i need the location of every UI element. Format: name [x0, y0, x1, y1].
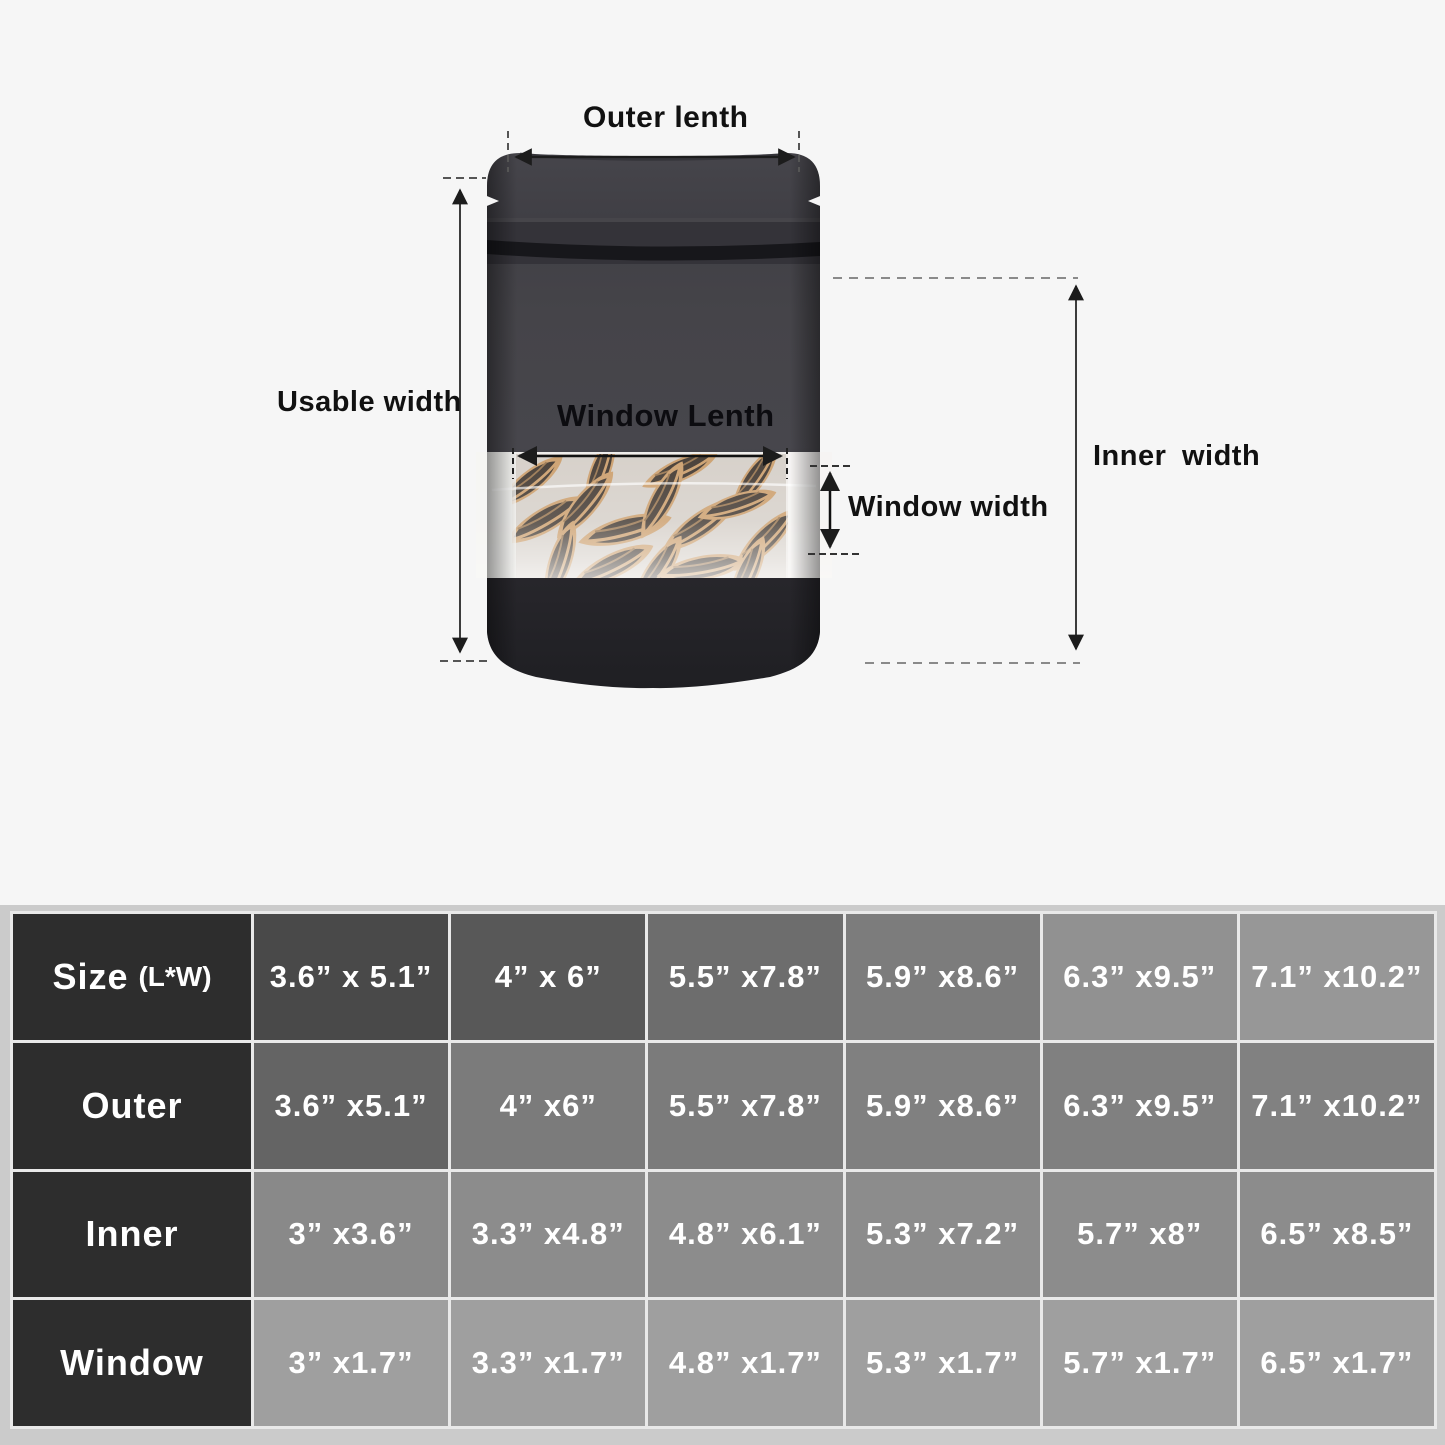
- table-cell: 3.3” x4.8”: [451, 1172, 645, 1298]
- table-cell: 4” x6”: [451, 1043, 645, 1169]
- table-cell: 5.7” x1.7”: [1043, 1300, 1237, 1426]
- inner-width-label: Inner width: [1093, 440, 1261, 472]
- row-header-outer: Outer: [13, 1043, 251, 1169]
- table-cell: 6.5” x1.7”: [1240, 1300, 1434, 1426]
- row-header-size-suffix: (L*W): [138, 960, 212, 992]
- row-header-window: Window: [13, 1300, 251, 1426]
- table-cell: 5.3” x7.2”: [846, 1172, 1040, 1298]
- table-cell: 4.8” x1.7”: [648, 1300, 842, 1426]
- table-cell: 3.6” x 5.1”: [254, 914, 448, 1040]
- table-cell: 5.3” x1.7”: [846, 1300, 1040, 1426]
- table-cell: 5.9” x8.6”: [846, 1043, 1040, 1169]
- table-cell: 3.6” x5.1”: [254, 1043, 448, 1169]
- table-cell: 6.3” x9.5”: [1043, 1043, 1237, 1169]
- window-length-label: Window Lenth: [557, 398, 775, 433]
- table-cell: 5.5” x7.8”: [648, 1043, 842, 1169]
- outer-length-label: Outer lenth: [583, 101, 749, 134]
- table-cell: 3” x3.6”: [254, 1172, 448, 1298]
- window-width-label: Window width: [848, 491, 1049, 523]
- table-cell: 7.1” x10.2”: [1240, 914, 1434, 1040]
- size-table-section: [0, 905, 1445, 1445]
- table-cell: 3.3” x1.7”: [451, 1300, 645, 1426]
- size-table: [10, 911, 1437, 1429]
- table-cell: 6.3” x9.5”: [1043, 914, 1237, 1040]
- table-cell: 5.7” x8”: [1043, 1172, 1237, 1298]
- table-cell: 4.8” x6.1”: [648, 1172, 842, 1298]
- table-cell: 5.5” x7.8”: [648, 914, 842, 1040]
- table-cell: 7.1” x10.2”: [1240, 1043, 1434, 1169]
- table-cell: 4” x 6”: [451, 914, 645, 1040]
- row-header-inner: Inner: [13, 1172, 251, 1298]
- table-cell: 6.5” x8.5”: [1240, 1172, 1434, 1298]
- row-header-size-label: Size: [52, 955, 129, 997]
- row-header-size: [13, 914, 251, 1040]
- table-cell: 3” x1.7”: [254, 1300, 448, 1426]
- usable-width-label: Usable width: [277, 386, 462, 418]
- table-cell: 5.9” x8.6”: [846, 914, 1040, 1040]
